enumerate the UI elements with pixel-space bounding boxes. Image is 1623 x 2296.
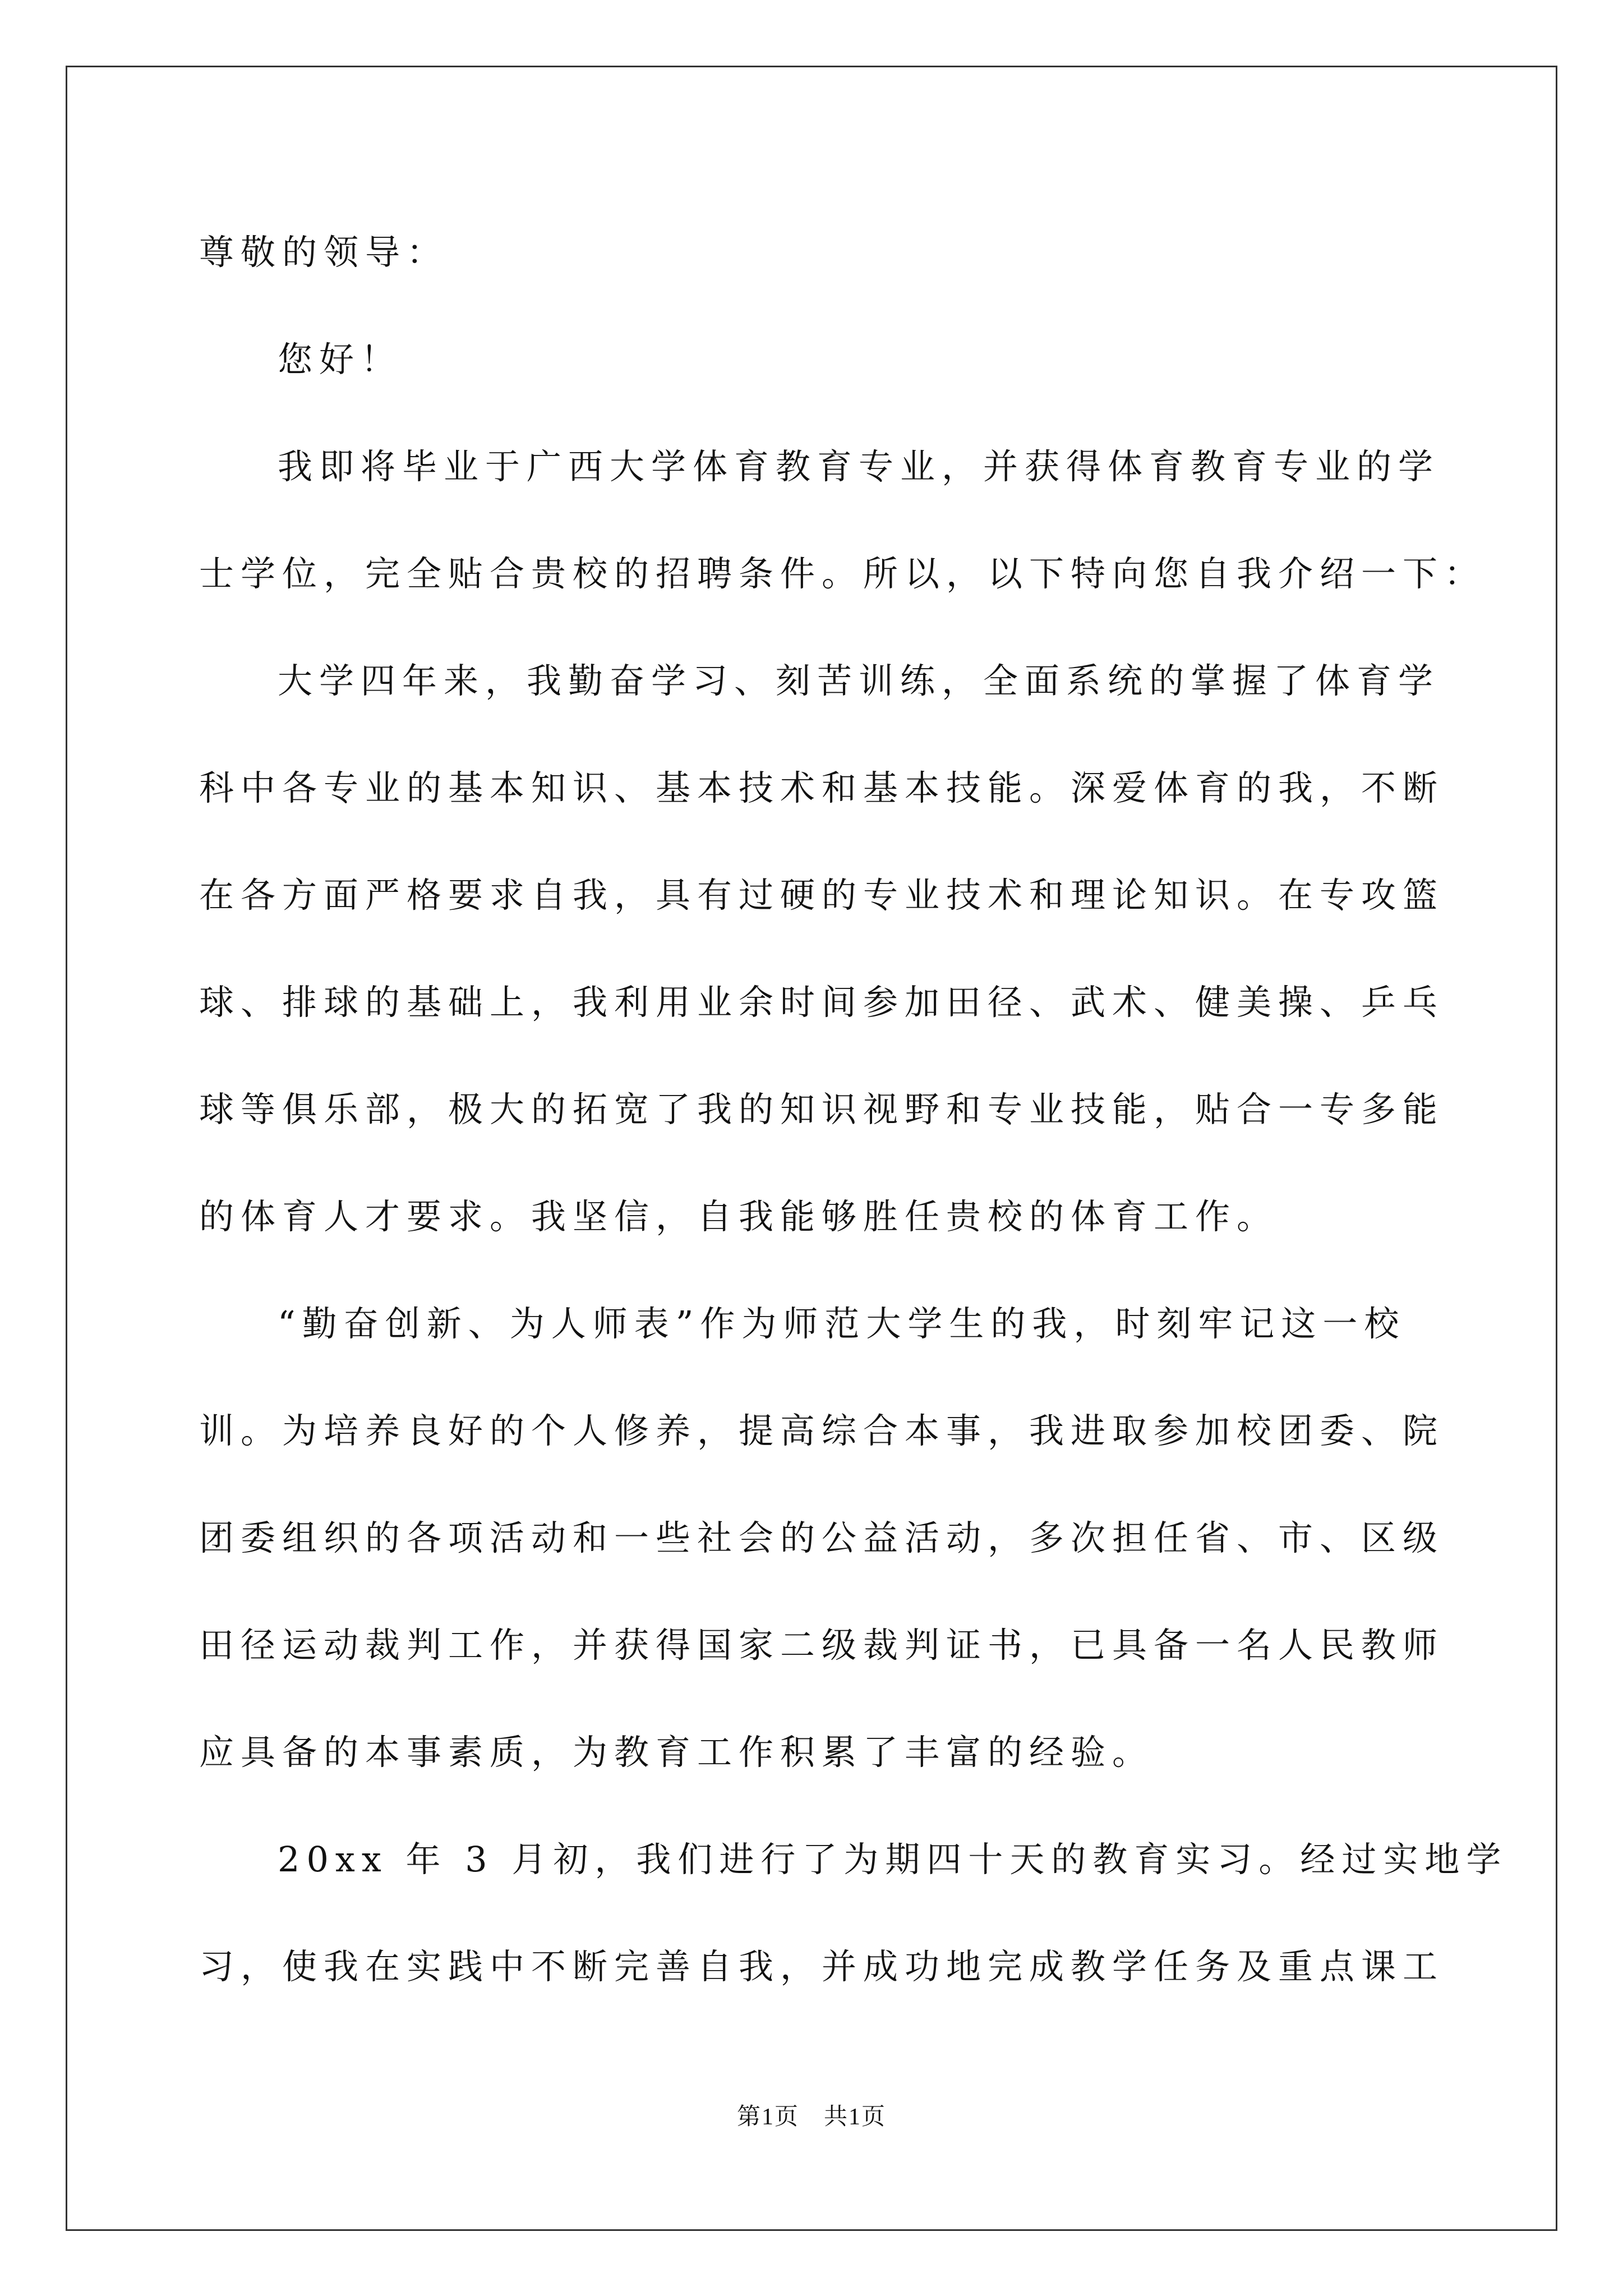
text-line: 科中各专业的基本知识、基本技术和基本技能。深爱体育的我，不断	[199, 767, 1445, 808]
text-line: 20xx 年 3 月初，我们进行了为期四十天的教育实习。经过实地学	[278, 1839, 1508, 1880]
text-line: 士学位，完全贴合贵校的招聘条件。所以，以下特向您自我介绍一下：	[199, 553, 1486, 594]
greeting: 尊敬的领导：	[199, 232, 449, 273]
letter-paragraphs	[199, 425, 1508, 2032]
salutation: 您好！	[278, 339, 403, 380]
text-line: 训。为培养良好的个人修养，提高综合本事，我进取参加校团委、院	[199, 1410, 1445, 1451]
text-line: 的体育人才要求。我坚信，自我能够胜任贵校的体育工作。	[199, 1196, 1279, 1237]
text-line: 在各方面严格要求自我，具有过硬的专业技术和理论知识。在专攻篮	[199, 875, 1445, 915]
text-line: 团委组织的各项活动和一些社会的公益活动，多次担任省、市、区级	[199, 1517, 1445, 1558]
text-line: 习，使我在实践中不断完善自我，并成功地完成教学任务及重点课工	[199, 1946, 1445, 1987]
text-line: 大学四年来，我勤奋学习、刻苦训练，全面系统的掌握了体育学	[278, 660, 1440, 701]
text-line: 应具备的本事素质，为教育工作积累了丰富的经验。	[199, 1732, 1154, 1773]
text-line: 球、排球的基础上，我利用业余时间参加田径、武术、健美操、乒乓	[199, 982, 1445, 1023]
text-line: 球等俱乐部，极大的拓宽了我的知识视野和专业技能，贴合一专多能	[199, 1089, 1445, 1130]
letter-body	[199, 210, 1508, 2032]
text-line: 田径运动裁判工作，并获得国家二级裁判证书，已具备一名人民教师	[199, 1625, 1445, 1665]
text-line: 我即将毕业于广西大学体育教育专业，并获得体育教育专业的学	[278, 446, 1440, 487]
page-number: 第1页 共1页	[736, 2104, 886, 2130]
text-line: “勤奋创新、为人师表”作为师范大学生的我，时刻牢记这一校	[278, 1303, 1406, 1344]
